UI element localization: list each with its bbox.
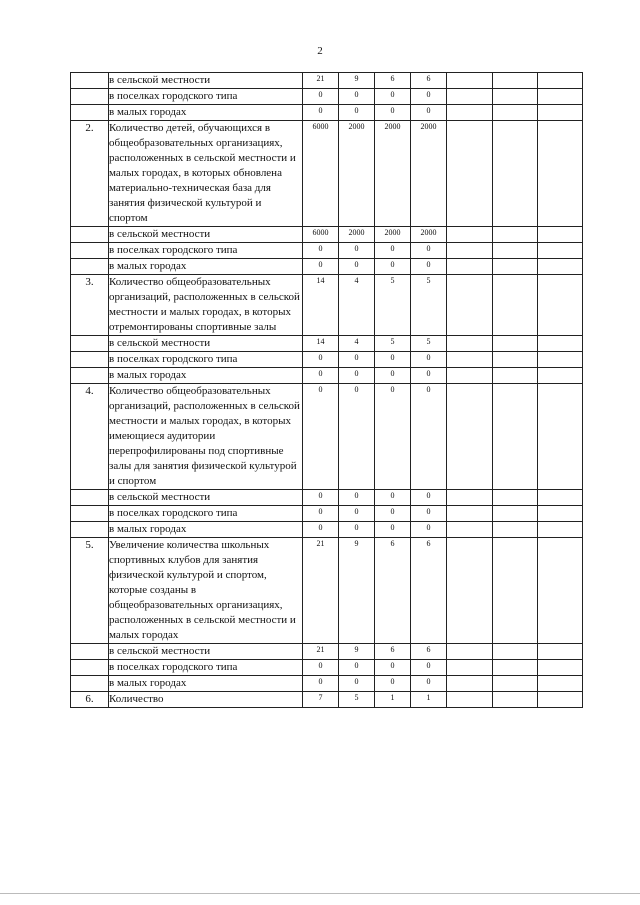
empty-cell	[447, 692, 493, 708]
empty-cell	[447, 506, 493, 522]
indicator-name: в малых городах	[109, 368, 303, 384]
value-cell: 1	[375, 692, 411, 708]
empty-cell	[447, 538, 493, 644]
table-row-indicator	[71, 384, 583, 490]
empty-cell	[538, 105, 583, 121]
empty-cell	[447, 660, 493, 676]
table-row-breakdown	[71, 352, 583, 368]
table-row-breakdown	[71, 506, 583, 522]
empty-cell	[447, 336, 493, 352]
empty-cell	[447, 522, 493, 538]
indicator-name: в поселках городского типа	[109, 89, 303, 105]
row-number: 5.	[71, 538, 109, 644]
value-cell: 6	[375, 644, 411, 660]
value-cell: 2000	[375, 227, 411, 243]
value-cell: 0	[339, 352, 375, 368]
value-cell: 14	[303, 336, 339, 352]
value-cell: 0	[411, 522, 447, 538]
empty-cell	[493, 490, 538, 506]
empty-cell	[493, 73, 538, 89]
indicator-name: в поселках городского типа	[109, 243, 303, 259]
value-cell: 4	[339, 336, 375, 352]
value-cell: 6	[411, 644, 447, 660]
table-row-breakdown	[71, 522, 583, 538]
row-number	[71, 89, 109, 105]
empty-cell	[493, 336, 538, 352]
empty-cell	[538, 384, 583, 490]
value-cell: 0	[375, 490, 411, 506]
value-cell: 0	[339, 259, 375, 275]
empty-cell	[538, 243, 583, 259]
value-cell: 0	[303, 522, 339, 538]
value-cell: 2000	[339, 227, 375, 243]
value-cell: 0	[375, 352, 411, 368]
indicator-name: в сельской местности	[109, 227, 303, 243]
value-cell: 6	[411, 73, 447, 89]
value-cell: 21	[303, 73, 339, 89]
table-row-breakdown	[71, 490, 583, 506]
table-row-breakdown	[71, 89, 583, 105]
value-cell: 5	[411, 275, 447, 336]
value-cell: 7	[303, 692, 339, 708]
empty-cell	[538, 644, 583, 660]
empty-cell	[538, 259, 583, 275]
table-row-breakdown	[71, 660, 583, 676]
value-cell: 0	[303, 368, 339, 384]
value-cell: 0	[339, 676, 375, 692]
indicator-name: в поселках городского типа	[109, 506, 303, 522]
value-cell: 0	[411, 660, 447, 676]
empty-cell	[493, 538, 538, 644]
empty-cell	[493, 692, 538, 708]
empty-cell	[493, 522, 538, 538]
indicator-name: в малых городах	[109, 105, 303, 121]
indicator-name: в малых городах	[109, 259, 303, 275]
value-cell: 6	[411, 538, 447, 644]
indicators-table	[70, 72, 583, 708]
value-cell: 6	[375, 538, 411, 644]
empty-cell	[538, 506, 583, 522]
table-row-breakdown	[71, 368, 583, 384]
indicator-name: в сельской местности	[109, 490, 303, 506]
value-cell: 0	[303, 243, 339, 259]
value-cell: 0	[339, 243, 375, 259]
value-cell: 0	[411, 384, 447, 490]
table-row-indicator	[71, 275, 583, 336]
empty-cell	[538, 275, 583, 336]
row-number	[71, 336, 109, 352]
value-cell: 0	[303, 384, 339, 490]
row-number	[71, 506, 109, 522]
empty-cell	[493, 243, 538, 259]
indicator-name: в поселках городского типа	[109, 352, 303, 368]
table-row-breakdown	[71, 644, 583, 660]
indicator-name: в поселках городского типа	[109, 660, 303, 676]
empty-cell	[447, 368, 493, 384]
value-cell: 6000	[303, 227, 339, 243]
value-cell: 0	[339, 506, 375, 522]
empty-cell	[447, 275, 493, 336]
value-cell: 5	[339, 692, 375, 708]
table-row-breakdown	[71, 259, 583, 275]
empty-cell	[493, 506, 538, 522]
empty-cell	[538, 368, 583, 384]
value-cell: 0	[411, 490, 447, 506]
value-cell: 2000	[375, 121, 411, 227]
value-cell: 9	[339, 644, 375, 660]
value-cell: 0	[375, 259, 411, 275]
value-cell: 0	[339, 490, 375, 506]
indicator-name: Увеличение количества школьных спортивных клубов для занятия физической культурой и спортом, которые созданы в общеобразовательных организациях, расположенных в сельской местности и малых городах	[109, 538, 303, 644]
empty-cell	[538, 227, 583, 243]
row-number	[71, 644, 109, 660]
table-row-indicator	[71, 692, 583, 708]
empty-cell	[447, 89, 493, 105]
row-number: 2.	[71, 121, 109, 227]
empty-cell	[493, 259, 538, 275]
indicator-name: Количество детей, обучающихся в общеобразовательных организациях, расположенных в сельской местности и малых городах, в которых обновлена материально-техническая база для занятия физической культурой и спортом	[109, 121, 303, 227]
empty-cell	[538, 336, 583, 352]
value-cell: 2000	[411, 121, 447, 227]
row-number: 4.	[71, 384, 109, 490]
empty-cell	[538, 89, 583, 105]
empty-cell	[447, 227, 493, 243]
value-cell: 0	[411, 676, 447, 692]
row-number	[71, 522, 109, 538]
value-cell: 6	[375, 73, 411, 89]
value-cell: 0	[303, 676, 339, 692]
page-number: 2	[317, 45, 323, 57]
value-cell: 0	[375, 660, 411, 676]
value-cell: 0	[375, 384, 411, 490]
empty-cell	[493, 227, 538, 243]
indicator-name: в сельской местности	[109, 336, 303, 352]
empty-cell	[538, 692, 583, 708]
table-row-breakdown	[71, 227, 583, 243]
value-cell: 4	[339, 275, 375, 336]
value-cell: 0	[303, 105, 339, 121]
empty-cell	[493, 676, 538, 692]
value-cell: 9	[339, 538, 375, 644]
empty-cell	[538, 73, 583, 89]
value-cell: 0	[303, 352, 339, 368]
value-cell: 2000	[411, 227, 447, 243]
value-cell: 2000	[339, 121, 375, 227]
value-cell: 1	[411, 692, 447, 708]
empty-cell	[493, 352, 538, 368]
indicator-name: Количество	[109, 692, 303, 708]
value-cell: 0	[375, 506, 411, 522]
value-cell: 6000	[303, 121, 339, 227]
value-cell: 21	[303, 644, 339, 660]
value-cell: 0	[375, 89, 411, 105]
empty-cell	[447, 384, 493, 490]
row-number	[71, 73, 109, 89]
table-row-breakdown	[71, 676, 583, 692]
value-cell: 0	[375, 522, 411, 538]
page-bottom-edge	[0, 893, 640, 894]
indicator-name: Количество общеобразовательных организаций, расположенных в сельской местности и малых городах, в которых отремонтированы спортивные залы	[109, 275, 303, 336]
value-cell: 0	[339, 660, 375, 676]
row-number: 6.	[71, 692, 109, 708]
empty-cell	[538, 522, 583, 538]
value-cell: 0	[339, 384, 375, 490]
value-cell: 0	[375, 243, 411, 259]
table-row-breakdown	[71, 243, 583, 259]
empty-cell	[538, 676, 583, 692]
empty-cell	[538, 660, 583, 676]
empty-cell	[447, 105, 493, 121]
value-cell: 0	[303, 490, 339, 506]
indicator-name: в сельской местности	[109, 644, 303, 660]
indicator-name: Количество общеобразовательных организаций, расположенных в сельской местности и малых городах, в которых имеющиеся аудитории перепрофилированы под спортивные залы для занятия физической культурой и спортом	[109, 384, 303, 490]
row-number	[71, 660, 109, 676]
empty-cell	[447, 352, 493, 368]
row-number	[71, 490, 109, 506]
empty-cell	[447, 676, 493, 692]
value-cell: 5	[375, 275, 411, 336]
value-cell: 0	[411, 368, 447, 384]
empty-cell	[447, 121, 493, 227]
row-number: 3.	[71, 275, 109, 336]
value-cell: 0	[375, 105, 411, 121]
indicator-name: в малых городах	[109, 522, 303, 538]
row-number	[71, 368, 109, 384]
empty-cell	[538, 121, 583, 227]
row-number	[71, 352, 109, 368]
empty-cell	[493, 105, 538, 121]
empty-cell	[447, 644, 493, 660]
value-cell: 0	[375, 368, 411, 384]
empty-cell	[447, 259, 493, 275]
empty-cell	[493, 89, 538, 105]
empty-cell	[493, 660, 538, 676]
table-row-breakdown	[71, 73, 583, 89]
value-cell: 0	[411, 89, 447, 105]
empty-cell	[493, 644, 538, 660]
value-cell: 0	[411, 506, 447, 522]
value-cell: 0	[339, 105, 375, 121]
value-cell: 5	[411, 336, 447, 352]
empty-cell	[538, 538, 583, 644]
value-cell: 0	[339, 368, 375, 384]
value-cell: 5	[375, 336, 411, 352]
table-row-breakdown	[71, 105, 583, 121]
value-cell: 21	[303, 538, 339, 644]
empty-cell	[447, 490, 493, 506]
empty-cell	[538, 490, 583, 506]
row-number	[71, 243, 109, 259]
value-cell: 0	[303, 506, 339, 522]
empty-cell	[447, 243, 493, 259]
value-cell: 0	[411, 259, 447, 275]
row-number	[71, 227, 109, 243]
empty-cell	[447, 73, 493, 89]
row-number	[71, 676, 109, 692]
row-number	[71, 105, 109, 121]
value-cell: 0	[411, 105, 447, 121]
table-row-indicator	[71, 538, 583, 644]
empty-cell	[493, 121, 538, 227]
indicator-name: в сельской местности	[109, 73, 303, 89]
indicator-name: в малых городах	[109, 676, 303, 692]
empty-cell	[493, 368, 538, 384]
value-cell: 0	[411, 243, 447, 259]
value-cell: 0	[339, 522, 375, 538]
value-cell: 9	[339, 73, 375, 89]
empty-cell	[493, 275, 538, 336]
value-cell: 0	[339, 89, 375, 105]
table-row-breakdown	[71, 336, 583, 352]
table-row-indicator	[71, 121, 583, 227]
value-cell: 0	[375, 676, 411, 692]
value-cell: 0	[303, 259, 339, 275]
empty-cell	[493, 384, 538, 490]
value-cell: 0	[411, 352, 447, 368]
empty-cell	[538, 352, 583, 368]
row-number	[71, 259, 109, 275]
value-cell: 0	[303, 89, 339, 105]
value-cell: 0	[303, 660, 339, 676]
value-cell: 14	[303, 275, 339, 336]
